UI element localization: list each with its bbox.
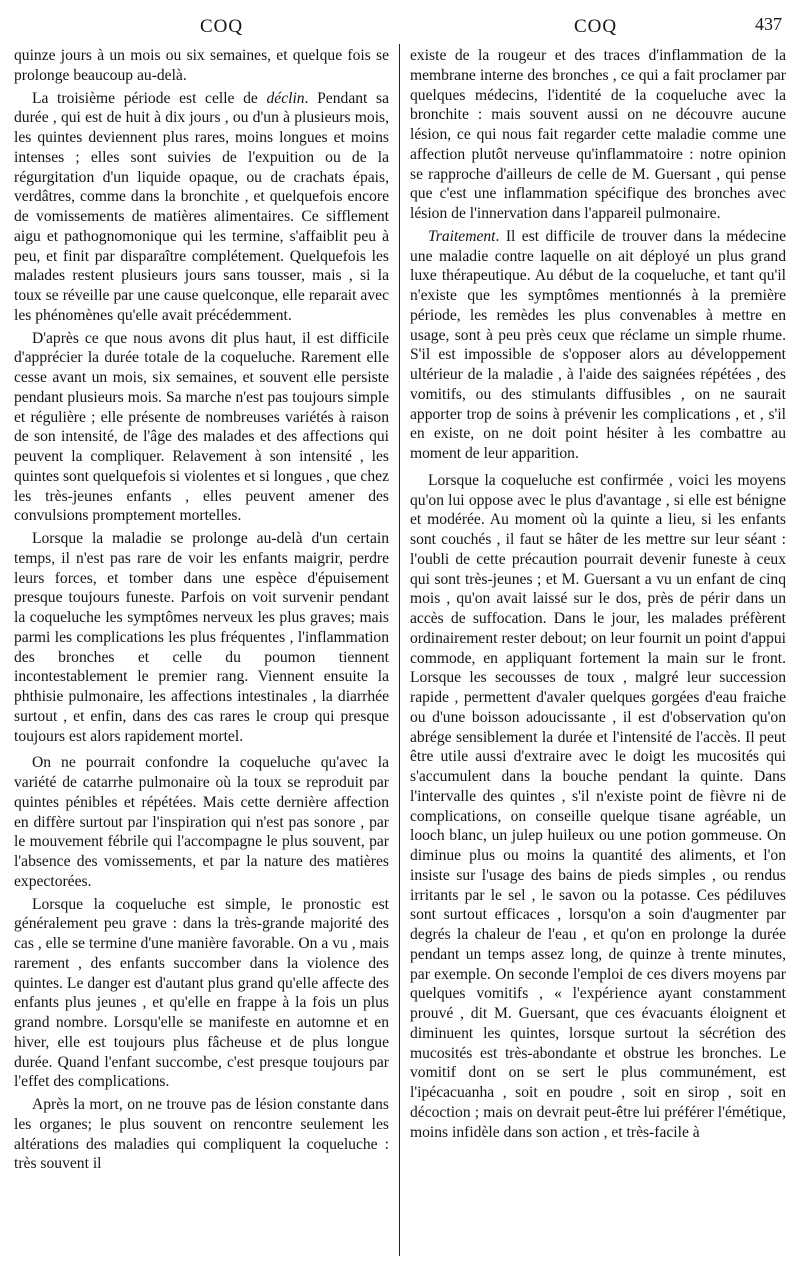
paragraph-text: La troisième période est celle de — [31, 89, 267, 107]
paragraph-continuation: existe de la rougeur et des traces d'inflammation de la membrane interne des bronches , ce qui a fait proclamer par quelques médecins, l'identité de la coqueluche avec la bronchite : mais souvent aussi on ne découvre aucune lésion, ce qui nous fait regarder cette maladie comme une affection plutôt nerveuse qu'inflammatoire : notre opinion se rapproche d'ailleurs de celle de M. Guersant , qui pense que c'est une inflammation spécifique des bronches avec lésion de l'innervation dans l'appareil pulmonaire. — [410, 47, 786, 222]
italic-term-traitement: Traitement — [427, 227, 496, 245]
left-column — [14, 46, 389, 1177]
paragraph-third-period — [14, 89, 389, 326]
italic-term-declin: déclin — [266, 89, 305, 107]
paragraph-text: . Pendant sa durée , qui est de huit à dix jours , ou d'un à plusieurs mois, les quintes deviennent plus rares, moins longues et moins intenses ; elles sont suivies de l'expuition ou de la régurgitation d'un liquide opaque, ou de crachats épais, verdâtres, comme dans la bronchite , et quelquefois encore de vomissements de matières alimentaires. Ce sifflement aigu et pathognomonique qui les termine, s'affaiblit peu à peu, et finit par disparaître complétement. Quelquefois les malades restent plusieurs jours sans tousser, mais , si la toux se réveille par une cause quelconque, elle reparait avec les phénomènes qu'elle avait précédemment. — [14, 89, 389, 324]
paragraph-diagnosis: On ne pourrait confondre la coqueluche qu'avec la variété de catarrhe pulmonaire où la toux se reproduit par quintes pénibles et répétées. Mais cette dernière affection en diffère surtout par l'inspiration qui n'est pas sonore , par le mouvement fébrile qui l'accompagne le plus souvent, par l'absence des vomissements, et par la nature des matières expectorées. — [14, 754, 389, 890]
paragraph-continuation: quinze jours à un mois ou six semaines, et quelque fois se prolonge beaucoup au-delà. — [14, 47, 389, 84]
paragraph-duration: D'après ce que nous avons dit plus haut, il est difficile d'apprécier la durée totale de la coqueluche. Rarement elle cesse avant un mois, six semaines, et souvent elle persiste pendant plusieurs mois. Sa marche n'est pas toujours simple et régulière ; elle présente de nombreuses variétés à raison de son intensité, de l'âge des malades et des affections qui peuvent la compliquer. Relavement à son intensité , les quintes sont quelquefois si violentes et si longues , que chez les très-jeunes enfants , elles peuvent amener des convulsions promptement mortelles. — [14, 329, 389, 525]
right-column — [410, 46, 786, 1145]
left-running-head: COQ — [200, 16, 244, 37]
paragraph-treatment — [410, 227, 786, 464]
paragraph-prognosis: Lorsque la coqueluche est simple, le pronostic est généralement peu grave : dans la très-grande majorité des cas , elle se termine d'une manière favorable. On a vu , mais rarement , des enfants succomber dans la violence des quintes. Le danger est d'autant plus grand qu'elle affecte des enfants plus jeunes , et qu'elle en frappe à la fois un plus grand nombre. Lorsqu'elle se manifeste en automne et en hiver, elle est toujours plus fâcheuse et de plus longue durée. Quand l'enfant succombe, c'est presque toujours par l'effet des complications. — [14, 895, 389, 1091]
paragraph-prolonged: Lorsque la maladie se prolonge au-delà d'un certain temps, il n'est pas rare de voir les enfants maigrir, perdre leurs forces, et tomber dans une espèce d'épuisement presque toujours funeste. Parfois on voit survenir pendant la coqueluche les symptômes nerveux les plus graves; mais parmi les complications les plus fréquentes , l'inflammation des bronches et celle du poumon tiennent incontestablement le premier rang. Viennent ensuite la phthisie pulmonaire, les affections intestinales , la diarrhée surtout , et enfin, dans des cas rares le croup qui presque toujours est alors rapidement mortel. — [14, 530, 389, 745]
page-number: 437 — [755, 14, 782, 34]
paragraph-text: . Il est difficile de trouver dans la médecine une maladie contre laquelle on ait déployé un plus grand luxe thérapeutique. Au début de la coqueluche, et tant qu'il n'existe que les symptômes mentionnés à la première période, les remèdes les plus convenables à mettre en usage, sont à peu près ceux que réclame un simple rhume. S'il est impossible de s'opposer alors au développement ultérieur de la maladie , à l'aide des saignées répétées , des vomitifs, ou des stimulants diffusibles , on ne saurait apporter trop de soins à prévenir les complications , et , s'il en existe, on ne doit point hésiter à les combattre au moment de leur apparition. — [410, 227, 786, 462]
column-divider — [399, 44, 400, 1256]
paragraph-confirmed: Lorsque la coqueluche est confirmée , voici les moyens qu'on lui oppose avec le plus d'avantage , si elle est bénigne et modérée. Au moment où la quinte a lieu, si les enfants sont couchés , il faut se hâter de les mettre sur leur séant : l'oubli de cette précaution pourrait devenir funeste à ceux qui sont très-jeunes ; et M. Guersant a vu un enfant de cinq mois , qu'on avait laissé sur le dos, près de périr dans un accès de suffocation. Dans le jour, les malades préfèrent ordinairement rester debout; on leur fournit un point d'appui commode, en appliquant fortement la main sur le front. Lorsque les secousses de toux , malgré leur succession rapide , permettent d'avaler quelques gorgées d'eau fraiche ou d'une boisson adoucissante , il est d'observation qu'on abrége sensiblement la durée et l'intensité de l'accès. Il peut être utile aussi d'extraire avec le doigt les mucosités qui s'accumulent dans la bouche pendant la quinte. Dans l'intervalle des quintes , s'il n'existe point de fièvre ni de complications, on conseille quelque tisane agréable, un looch blanc, un julep huileux ou une potion gommeuse. On diminue plus ou moins la quantité des aliments, et l'on insiste sur l'usage des bains de pieds simples , ou rendus irritants par le sel , le savon ou la potasse. Ces pédiluves sont surtout efficaces , lorsqu'on a soin d'augmenter par degrés la chaleur de l'eau , et qu'on en prolonge la durée pendant un temps assez long, de quinze à trente minutes, par exemple. On seconde l'emploi de ces divers moyens par quelques vomitifs , « l'expérience ayant constamment prouvé , dit M. Guersant, que ces évacuants éloignent et diminuent les quintes, lorsque surtout la sécrétion des mucosités est très-abondante et obstrue les bronches. Le vomitif dont on se sert le plus communément, est l'ipécacuanha , soit en poudre , soit en sirop , soit en décoction ; mais on devrait peut-être lui préférer l'émétique, moins infidèle dans son action , et très-facile à — [410, 471, 786, 1141]
page-header — [0, 8, 800, 42]
paragraph-autopsy: Après la mort, on ne trouve pas de lésion constante dans les organes; le plus souvent on rencontre seulement les altérations des maladies qui compliquent la coqueluche : très souvent il — [14, 1096, 389, 1173]
right-running-head: COQ — [574, 16, 618, 37]
